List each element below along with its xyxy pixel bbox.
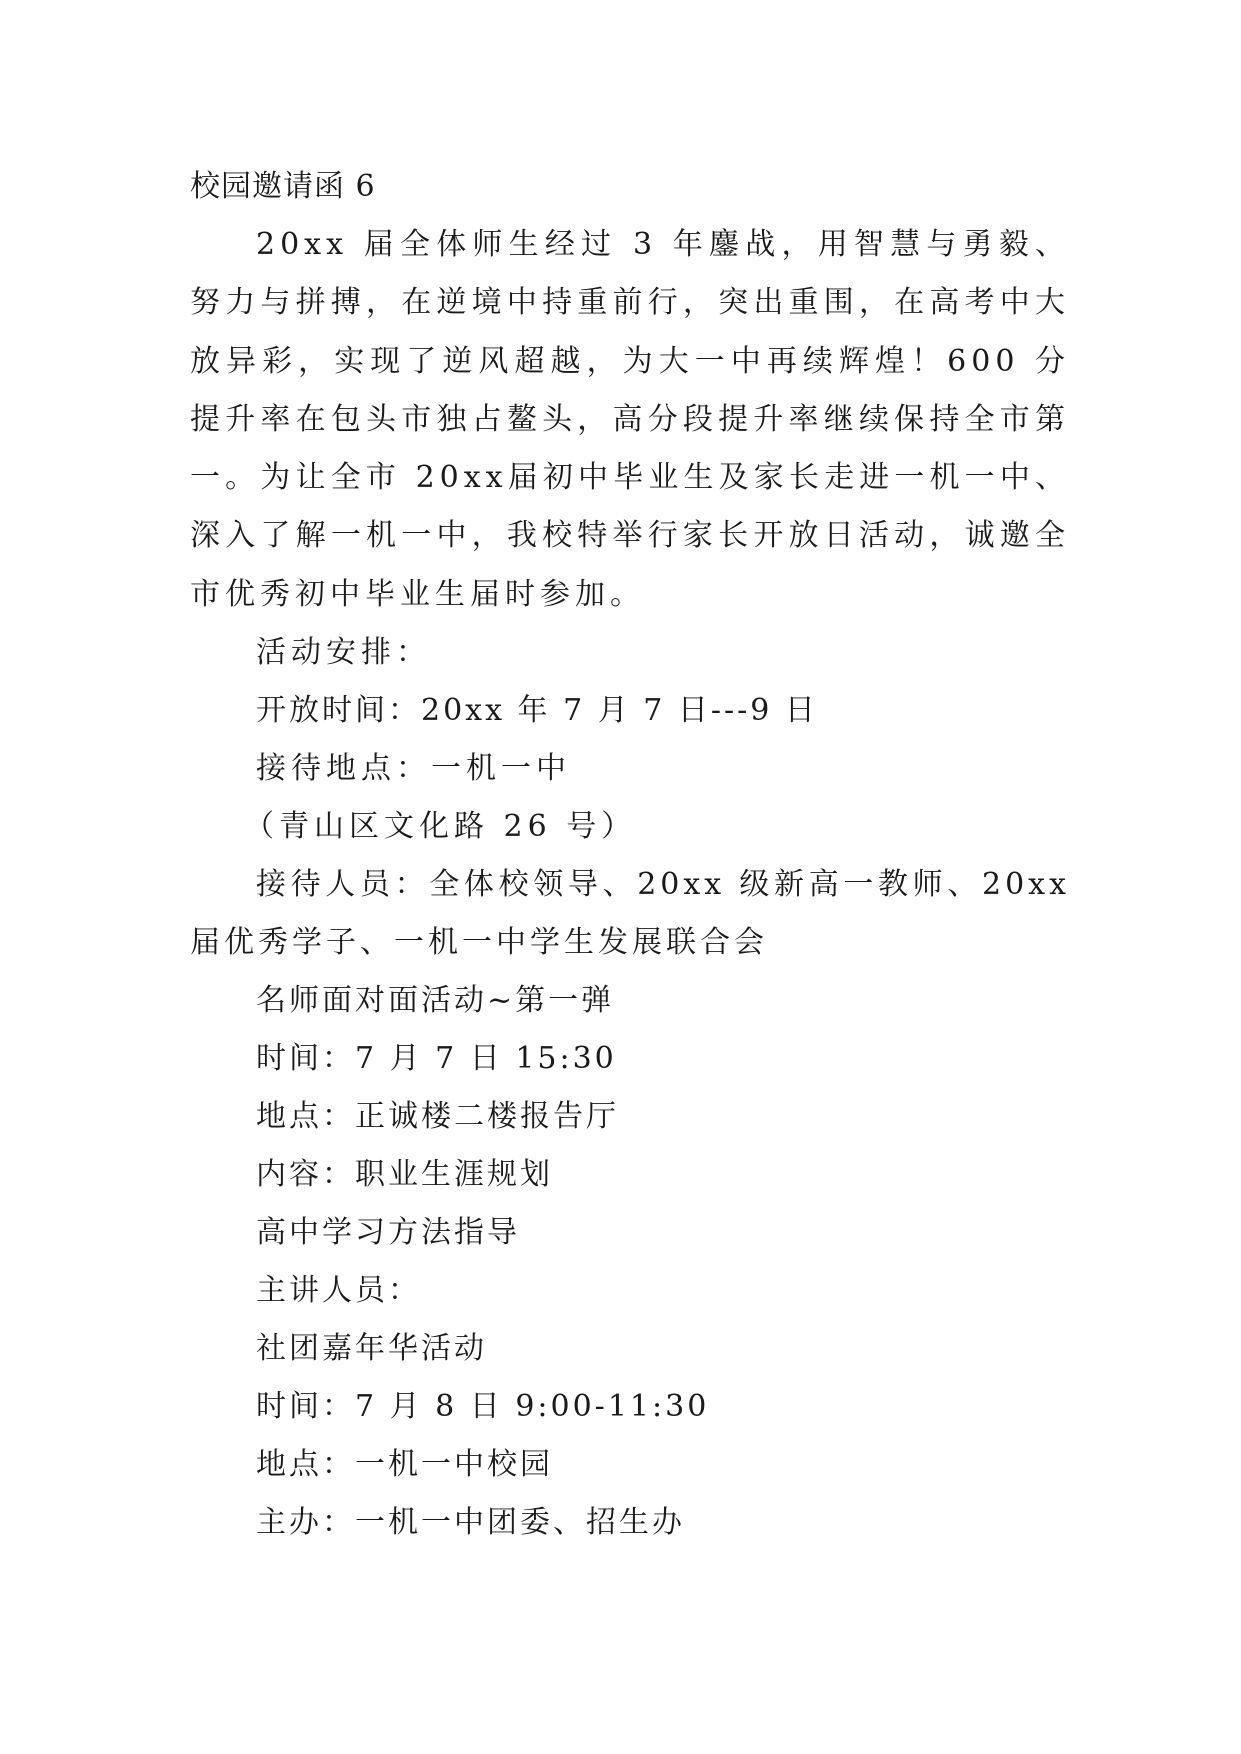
- open-time: 开放时间：20xx 年 7 月 7 日---9 日: [256, 693, 818, 729]
- event2-host: 主办：一机一中团委、招生办: [256, 1505, 685, 1541]
- intro-paragraph: 20xx 届全体师生经过 3 年鏖战，用智慧与勇毅、努力与拼搏，在逆境中持重前行，突出重围，在高考中大放异彩，实现了逆风超越，为大一中再续辉煌！600 分提升率在包头市独占鳌头，高分段提升率继续保持全市第一。为让全市 20xx届初中毕业生及家长走进一机一中、深入了解一机一中，我校特举行家长开放日活动，诚邀全市优秀初中毕业生届时参加。: [190, 227, 1070, 612]
- event1-content-2: 高中学习方法指导: [256, 1215, 520, 1251]
- event2-time: 时间：7 月 8 日 9:00-11:30: [256, 1389, 710, 1425]
- schedule-heading: 活动安排：: [256, 635, 431, 671]
- document-title: 校园邀请函 6: [190, 169, 376, 204]
- event2-place: 地点：一机一中校园: [256, 1447, 553, 1483]
- reception-staff: 接待人员：全体校领导、20xx 级新高一教师、20xx 届优秀学子、一机一中学生发展联合会: [190, 867, 1070, 961]
- event1-name: 名师面对面活动~第一弹: [256, 983, 615, 1019]
- reception-address: （青山区文化路 26 号）: [244, 809, 637, 845]
- document-page: [190, 158, 1070, 1552]
- event2-name: 社团嘉年华活动: [256, 1331, 487, 1367]
- event1-place: 地点：正诚楼二楼报告厅: [256, 1099, 619, 1135]
- event1-time: 时间：7 月 7 日 15:30: [256, 1041, 617, 1077]
- event1-speaker: 主讲人员：: [256, 1273, 421, 1309]
- event1-content: 内容：职业生涯规划: [256, 1157, 553, 1193]
- reception-place: 接待地点：一机一中: [256, 751, 571, 787]
